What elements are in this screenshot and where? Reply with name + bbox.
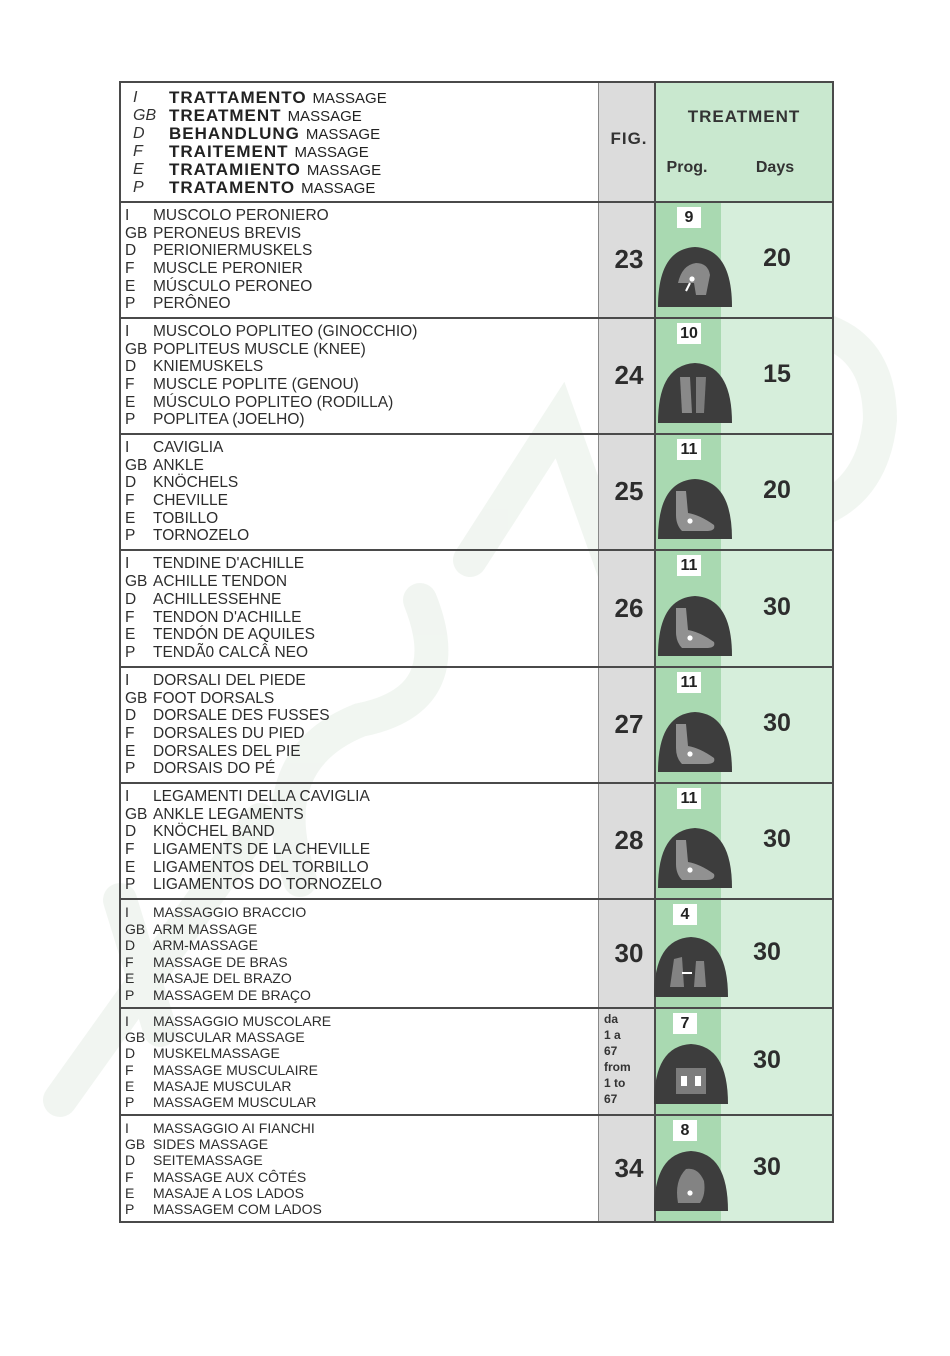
days-value: 30 <box>763 709 791 737</box>
lang-code: GB <box>125 340 148 358</box>
lang-code: I <box>125 672 130 689</box>
figure-range-line: 1 a <box>604 1028 621 1042</box>
muscle-name: TOBILLO <box>153 509 219 527</box>
foot-icon <box>656 475 734 541</box>
lang-code: D <box>125 707 137 725</box>
muscle-name: ARM-MASSAGE <box>153 937 259 953</box>
muscle-name-line <box>125 439 223 457</box>
muscle-name: SEITEMASSAGE <box>153 1152 263 1169</box>
lang-code: P <box>125 527 136 545</box>
muscle-name-line <box>125 1045 280 1061</box>
muscle-name-line <box>125 295 231 313</box>
days-value: 30 <box>763 592 791 621</box>
muscle-name: KNÖCHELS <box>153 474 239 492</box>
muscle-name: MASSAGGIO AI FIANCHI <box>153 1120 315 1136</box>
muscle-name: SIDES MASSAGE <box>153 1136 269 1153</box>
muscle-name-line <box>125 1078 291 1094</box>
muscle-name: MASSAGEM DE BRAÇO <box>153 986 311 1003</box>
lang-code: F <box>125 492 135 509</box>
figure-number: 34 <box>614 1152 644 1183</box>
program-number: 11 <box>677 672 701 693</box>
foot-icon <box>656 824 734 890</box>
program-number: 11 <box>677 439 701 460</box>
header-languages <box>119 81 599 201</box>
knee-icon <box>656 243 734 309</box>
figure-number: 25 <box>614 476 644 506</box>
muscle-name: MUSKELMASSAGE <box>153 1045 280 1062</box>
lang-code: GB <box>125 920 146 937</box>
muscle-name-line <box>125 644 308 662</box>
muscle-name-line <box>125 690 274 708</box>
muscle-name-line <box>125 510 218 528</box>
muscle-name-line <box>125 859 369 877</box>
lang-code: E <box>133 161 144 178</box>
muscle-name-line <box>125 823 275 841</box>
muscle-name: MÚSCULO PERONEO <box>153 277 313 295</box>
figure-range-line: da <box>604 1012 619 1026</box>
header-main: BEHANDLUNG <box>169 124 300 143</box>
lang-code: I <box>125 323 130 340</box>
figure-number: 27 <box>614 709 644 739</box>
lang-code: F <box>125 260 135 277</box>
muscle-name-line <box>125 954 288 971</box>
lang-code: I <box>125 1013 129 1029</box>
lang-code: F <box>125 376 135 393</box>
muscle-name-line <box>125 1201 322 1217</box>
muscle-name-line <box>125 573 287 591</box>
figure-number: 28 <box>614 825 644 855</box>
muscle-name: LIGAMENTOS DEL TORBILLO <box>153 858 369 876</box>
muscle-name: ANKLE <box>153 456 204 474</box>
lang-code: GB <box>125 689 148 707</box>
muscle-name: MUSCULAR MASSAGE <box>153 1029 305 1046</box>
lang-code: F <box>125 608 135 626</box>
table-row <box>119 203 834 317</box>
fig-header: FIG. <box>610 129 648 148</box>
muscle-name-line <box>125 1062 318 1078</box>
figure-number: 30 <box>614 937 644 968</box>
muscle-name: MÚSCULO POPLITEO (RODILLA) <box>153 393 394 411</box>
muscle-name-line <box>125 626 315 644</box>
lang-code: D <box>133 125 145 142</box>
muscle-name: MASSAGEM COM LADOS <box>153 1200 322 1217</box>
lang-code: P <box>125 1093 135 1110</box>
lang-code: D <box>125 1045 136 1062</box>
muscle-name: ACHILLESSEHNE <box>153 590 282 608</box>
days-value: 20 <box>763 244 791 272</box>
muscle-name-line <box>125 707 330 725</box>
table-row <box>119 1116 834 1221</box>
muscle-name-line <box>125 207 329 225</box>
muscle-name-line <box>125 672 306 690</box>
muscle-name-line <box>125 1136 268 1152</box>
lang-code: P <box>133 179 144 196</box>
muscle-name: PERÔNEO <box>153 295 231 313</box>
lang-code: F <box>133 143 143 160</box>
lang-code: D <box>125 474 137 492</box>
table-row <box>119 551 834 666</box>
muscle-name-line <box>125 609 302 627</box>
muscle-name-line <box>125 760 275 778</box>
lang-code: E <box>125 742 136 760</box>
muscle-name-line <box>125 1120 315 1136</box>
muscle-name-line <box>125 1029 305 1045</box>
muscle-name: KNÖCHEL BAND <box>153 823 275 841</box>
muscle-name-line <box>125 394 393 412</box>
lang-code: F <box>125 1061 134 1078</box>
muscle-name: MUSCLE PERONIER <box>153 260 303 277</box>
lang-code: P <box>125 1200 135 1217</box>
lang-code: GB <box>125 1029 146 1046</box>
muscle-name-line <box>125 341 366 359</box>
muscle-name-line <box>125 970 292 987</box>
muscle-name-line <box>125 921 257 938</box>
program-number: 8 <box>673 1120 697 1141</box>
table-row <box>119 668 834 782</box>
muscle-name: MASAJE A LOS LADOS <box>153 1184 304 1201</box>
muscle-name-line <box>125 1152 263 1168</box>
muscle-name-line <box>125 725 305 743</box>
days-value: 30 <box>753 937 781 966</box>
days-value: 30 <box>753 1152 781 1181</box>
muscle-name: MASAJE DEL BRAZO <box>153 970 292 986</box>
muscle-name: DORSALI DEL PIEDE <box>153 672 306 689</box>
table-row <box>119 784 834 898</box>
muscle-name: TENDINE D'ACHILLE <box>153 555 305 572</box>
lang-code: P <box>125 295 136 313</box>
muscle-name: FOOT DORSALS <box>153 689 275 707</box>
muscle-name: LIGAMENTS DE LA CHEVILLE <box>153 841 371 858</box>
muscle-name-line <box>125 1094 316 1110</box>
lang-code: E <box>125 858 136 876</box>
lang-code: F <box>125 725 135 742</box>
figure-range-line: 67 <box>604 1092 618 1106</box>
lang-code: P <box>125 411 136 429</box>
muscle-name: PERONEUS BREVIS <box>153 224 302 242</box>
muscle-name: PERIONIERMUSKELS <box>153 242 313 260</box>
muscle-name: MASSAGGIO BRACCIO <box>153 904 307 920</box>
muscle-name-line <box>125 788 370 806</box>
muscle-name: MASSAGGIO MUSCOLARE <box>153 1013 332 1029</box>
muscle-name: MASSAGE AUX CÔTÉS <box>153 1168 307 1185</box>
table-row <box>119 900 834 1007</box>
lang-code: E <box>125 626 136 644</box>
table-row <box>119 435 834 549</box>
lang-code: GB <box>125 456 148 474</box>
table-row <box>119 1009 834 1114</box>
muscle-name: KNIEMUSKELS <box>153 358 264 376</box>
header-main: TREATMENT <box>169 106 282 125</box>
lang-code: P <box>125 876 136 894</box>
foot-icon <box>656 708 734 774</box>
lang-code: I <box>133 89 138 106</box>
header-main: TRATAMENTO <box>169 178 296 197</box>
lang-code: I <box>125 207 130 224</box>
lang-code: P <box>125 986 135 1003</box>
table-row <box>119 319 834 433</box>
lang-code: D <box>125 823 137 841</box>
lang-code: GB <box>133 107 157 124</box>
muscle-name: CAVIGLIA <box>153 439 224 456</box>
lang-code: I <box>125 439 130 456</box>
muscle-name: CHEVILLE <box>153 492 228 509</box>
days-header: Days <box>755 159 795 176</box>
treatment-header: TREATMENT <box>687 107 801 126</box>
lang-code: E <box>125 1184 135 1201</box>
muscle-name: MASSAGE DE BRAS <box>153 953 288 970</box>
lang-code: I <box>125 904 129 920</box>
figure-range <box>604 1011 654 1107</box>
muscle-name-line <box>125 358 263 376</box>
muscle-name-line <box>125 591 281 609</box>
muscle-name-line <box>125 457 204 475</box>
lang-code: GB <box>125 805 148 823</box>
lang-code: E <box>125 509 136 527</box>
lang-code: D <box>125 937 136 953</box>
figure-range-line: 67 <box>604 1044 618 1058</box>
lang-code: GB <box>125 1136 146 1153</box>
muscle-name: TENDON D'ACHILLE <box>153 608 302 626</box>
muscle-name-line <box>125 743 301 761</box>
lang-code: D <box>125 358 137 376</box>
lang-code: I <box>125 788 130 805</box>
figure-number: 24 <box>614 360 644 390</box>
program-number: 11 <box>677 555 701 576</box>
hips-icon <box>652 1147 730 1213</box>
muscle-name: MASAJE MUSCULAR <box>153 1077 292 1094</box>
muscle-name-line <box>125 1013 331 1029</box>
muscle-name-line <box>125 555 304 573</box>
muscle-name: TENDÓN DE AQUILES <box>153 626 315 644</box>
lang-code: P <box>125 644 136 662</box>
muscle-name-line <box>125 937 258 954</box>
muscle-name: MASSAGEM MUSCULAR <box>153 1093 317 1110</box>
muscle-name-line <box>125 242 312 260</box>
header-sub: MASSAGE <box>294 143 369 161</box>
program-number: 9 <box>677 207 701 228</box>
muscle-name: ANKLE LEGAMENTS <box>153 805 304 823</box>
muscle-name-line <box>125 1185 304 1201</box>
lang-code: F <box>125 953 134 970</box>
muscle-name-line <box>125 876 382 894</box>
muscle-name: LIGAMENTOS DO TORNOZELO <box>153 876 383 894</box>
header-main: TRATTAMENTO <box>169 88 307 107</box>
muscle-name: LEGAMENTI DELLA CAVIGLIA <box>153 788 370 805</box>
lang-code: F <box>125 1168 134 1185</box>
foot-icon <box>656 592 734 658</box>
muscle-name-line <box>125 904 306 921</box>
muscle-name-line <box>125 260 303 278</box>
muscle-name: DORSAIS DO PÉ <box>153 760 276 778</box>
lang-code: D <box>125 242 137 260</box>
header-sub: MASSAGE <box>312 89 387 107</box>
treatment-table <box>119 81 834 1223</box>
back-icon <box>652 1040 730 1106</box>
muscle-name-line <box>125 411 305 429</box>
program-number: 7 <box>673 1013 697 1034</box>
lang-code: F <box>125 841 135 858</box>
lang-code: E <box>125 1077 135 1094</box>
header-main: TRAITEMENT <box>169 142 289 161</box>
program-number: 4 <box>673 904 697 925</box>
header-main: TRATAMIENTO <box>169 160 301 179</box>
muscle-name-line <box>125 278 312 296</box>
muscle-name-line <box>125 806 304 824</box>
days-value: 30 <box>753 1045 781 1074</box>
muscle-name: POPLITEA (JOELHO) <box>153 411 305 429</box>
muscle-name-line <box>125 225 301 243</box>
lang-code: D <box>125 590 137 608</box>
muscle-name-line <box>125 527 249 545</box>
muscle-name-line <box>125 323 417 341</box>
lang-code: GB <box>125 572 148 590</box>
figure-range-line: from <box>604 1060 631 1074</box>
muscle-name: DORSALE DES FUSSES <box>153 707 330 725</box>
muscle-name: TENDÃ0 CALCÂ NEO <box>153 644 309 662</box>
days-value: 30 <box>763 825 791 853</box>
muscle-name: DORSALES DEL PIE <box>153 742 301 760</box>
muscle-name-line <box>125 492 228 510</box>
muscle-name: MASSAGE MUSCULAIRE <box>153 1061 318 1078</box>
muscle-name: TORNOZELO <box>153 527 250 545</box>
program-number: 11 <box>677 788 701 809</box>
muscle-name-line <box>125 376 359 394</box>
lang-code: I <box>125 555 130 572</box>
lang-code: E <box>125 393 136 411</box>
header-sub: MASSAGE <box>306 161 382 179</box>
muscle-name: MUSCLE POPLITE (GENOU) <box>153 376 359 393</box>
days-value: 15 <box>763 360 791 388</box>
muscle-name-line <box>125 987 311 1004</box>
header-sub: MASSAGE <box>287 107 362 125</box>
muscle-name-line <box>125 1169 306 1185</box>
muscle-name: MUSCOLO PERONIERO <box>153 207 329 224</box>
figure-range-line: 1 to <box>604 1076 626 1090</box>
leg-icon <box>656 359 734 425</box>
lang-code: E <box>125 277 136 295</box>
lang-code: D <box>125 1152 136 1169</box>
muscle-name: MUSCOLO POPLITEO (GINOCCHIO) <box>153 323 418 340</box>
muscle-name: DORSALES DU PIED <box>153 725 305 742</box>
lang-code: I <box>125 1120 129 1136</box>
treatment-header-bg <box>655 81 834 201</box>
header-sub: MASSAGE <box>305 125 381 143</box>
figure-number: 26 <box>614 592 644 623</box>
arm-icon <box>652 933 730 999</box>
header-sub: MASSAGE <box>301 179 376 197</box>
lang-code: E <box>125 970 135 986</box>
program-number: 10 <box>677 323 701 344</box>
muscle-name: ACHILLE TENDON <box>153 572 288 590</box>
days-value: 20 <box>763 476 791 504</box>
muscle-name: POPLITEUS MUSCLE (KNEE) <box>153 340 366 358</box>
muscle-name-line <box>125 474 238 492</box>
lang-code: P <box>125 760 136 778</box>
prog-header: Prog. <box>666 159 708 176</box>
lang-code: GB <box>125 224 148 242</box>
muscle-name-line <box>125 841 370 859</box>
figure-number: 23 <box>614 244 644 274</box>
muscle-name: ARM MASSAGE <box>153 920 258 937</box>
